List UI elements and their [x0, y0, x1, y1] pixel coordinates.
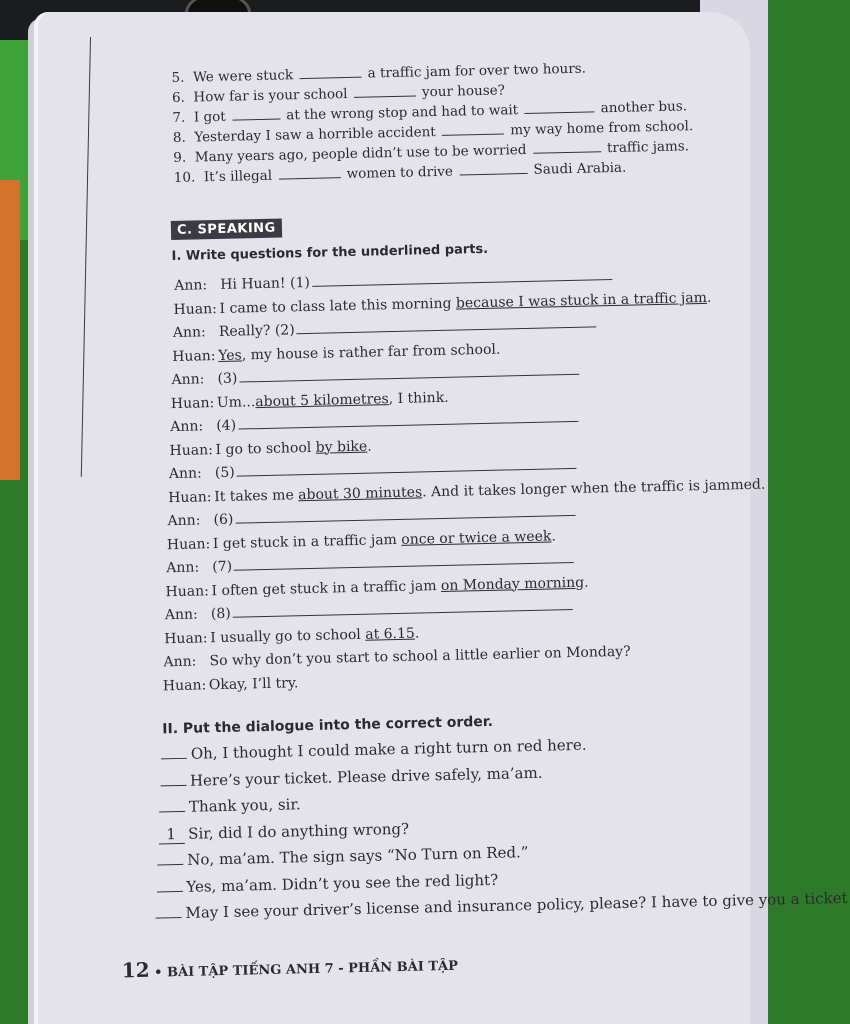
exercise-item-5: 5. We were stuck a traffic jam for over two hours.: [171, 60, 587, 86]
page-content: [38, 0, 848, 1024]
dialogue-text: .: [367, 438, 372, 455]
exercise-item-6: 6. How far is your school your house?: [171, 82, 506, 106]
dialogue-line: [163, 674, 299, 695]
dialogue-text: .: [551, 527, 556, 544]
underlined-part: at 6.15: [365, 625, 416, 643]
dialogue-text: (4): [216, 417, 237, 435]
speaker-label: Ann:: [167, 512, 201, 530]
speaker-label: Ann:: [172, 324, 206, 342]
section-heading-speaking: C. SPEAKING: [171, 219, 282, 241]
dialogue-line: [170, 409, 580, 436]
dialogue-text: Really? (2): [218, 322, 295, 340]
underlined-part: once or twice a week: [401, 527, 552, 548]
workbook-page: [38, 12, 848, 1024]
book-title: BÀI TẬP TIẾNG ANH 7 - PHẦN BÀI TẬP: [166, 958, 459, 981]
dialogue-text: I came to class late this morning: [219, 295, 457, 317]
dialogue-line: [165, 573, 588, 601]
underlined-part: Yes: [218, 346, 242, 364]
dialogue-text: . And it takes longer when the traffic is jammed.: [421, 476, 766, 500]
order-number-blank[interactable]: [156, 890, 182, 892]
underlined-part: about 30 minutes: [298, 483, 423, 503]
dialogue-text: I often get stuck in a traffic jam: [211, 577, 442, 599]
speaker-label: Ann:: [174, 277, 208, 294]
answer-blank[interactable]: [533, 139, 601, 154]
order-item: [159, 795, 301, 816]
underlined-part: by bike: [315, 438, 368, 456]
dialogue-text: Um...: [216, 393, 256, 411]
dialogue-line: [172, 340, 500, 365]
part2-title: II. Put the dialogue into the correct order.: [162, 713, 494, 738]
dialogue-line: [174, 267, 614, 295]
order-text: Yes, ma’am. Didn’t you see the red light?: [186, 870, 499, 896]
underlined-part: on Monday morning: [440, 574, 585, 594]
speaker-label: Ann:: [170, 418, 204, 436]
dialogue-line: [167, 503, 577, 530]
dialogue-text: .: [706, 289, 712, 306]
order-text: Oh, I thought I could make a right turn on red here.: [190, 735, 587, 763]
question-blank[interactable]: [234, 550, 574, 571]
exercise-item-7: 7. I got at the wrong stop and had to wait another bus.: [172, 98, 688, 126]
dialogue-text: (8): [210, 605, 231, 623]
speaker-label: Ann:: [164, 606, 198, 624]
dialogue-line: [169, 456, 579, 483]
dialogue-text: I go to school: [215, 439, 316, 458]
dialogue-line: [169, 437, 371, 460]
underlined-part: about 5 kilometres: [255, 390, 389, 410]
dialogue-text: (6): [213, 511, 234, 529]
dialogue-line: [165, 597, 575, 624]
order-number-blank[interactable]: [157, 864, 183, 866]
order-item: [156, 870, 498, 896]
dialogue-line: [171, 362, 581, 389]
order-item: [158, 819, 409, 844]
page-number: 12: [121, 957, 150, 983]
dialogue-text: (5): [214, 464, 235, 482]
answer-blank[interactable]: [459, 161, 527, 176]
order-number-blank[interactable]: [161, 758, 187, 760]
dialogue-text: (3): [217, 370, 238, 388]
dialogue-text: I usually go to school: [210, 626, 366, 646]
answer-blank[interactable]: [232, 107, 280, 121]
question-blank[interactable]: [238, 409, 578, 430]
underlined-part: because I was stuck in a traffic jam: [455, 289, 708, 312]
speaker-label: Huan:: [173, 300, 218, 318]
speaker-label: Huan:: [170, 394, 215, 412]
exercise-item-8: 8. Yesterday I saw a horrible accident my way home from school.: [172, 118, 694, 146]
speaker-label: Ann:: [166, 559, 200, 577]
speaker-label: Huan:: [164, 629, 208, 647]
exercise-item-10: 10. It’s illegal women to drive Saudi Arabia.: [173, 159, 627, 186]
dialogue-text: Okay, I’ll try.: [208, 674, 299, 693]
dialogue-line: [167, 527, 556, 554]
dialogue-line: [164, 624, 419, 648]
dialogue-text: , I think.: [388, 389, 449, 407]
order-item: [155, 889, 847, 923]
exercise-item-9: 9. Many years ago, people didn’t use to be worried traffic jams.: [173, 138, 690, 166]
dialogue-text: (7): [212, 558, 233, 576]
order-number-blank[interactable]: [159, 811, 185, 813]
order-number-blank[interactable]: [156, 917, 182, 919]
dialogue-line: [171, 388, 449, 412]
answer-blank[interactable]: [299, 65, 361, 79]
speaker-label: Huan:: [172, 347, 216, 365]
dialogue-text: I get stuck in a traffic jam: [212, 531, 402, 552]
dialogue-text: , my house is rather far from school.: [241, 341, 501, 363]
order-text: May I see your driver’s license and insurance policy, please? I have to give you a ticket: [185, 888, 848, 922]
speaker-label: Huan:: [168, 488, 212, 506]
dialogue-text: So why don’t you start to school a little earlier on Monday?: [209, 643, 631, 670]
order-text: No, ma’am. The sign says “No Turn on Red.”: [187, 843, 529, 869]
dialogue-text: It takes me: [214, 486, 299, 505]
speaker-label: Huan:: [162, 676, 207, 694]
question-blank[interactable]: [233, 597, 573, 618]
order-text: Thank you, sir.: [188, 795, 301, 816]
speaker-label: Huan:: [165, 582, 210, 600]
dialogue-line: [163, 643, 630, 672]
question-blank[interactable]: [297, 314, 597, 334]
question-blank[interactable]: [235, 503, 575, 524]
order-item: [160, 763, 543, 790]
page-footer: 12 • BÀI TẬP TIẾNG ANH 7 - PHẦN BÀI TẬP: [121, 957, 459, 983]
question-blank[interactable]: [239, 362, 579, 383]
answer-blank[interactable]: [278, 165, 340, 179]
speaker-label: Huan:: [166, 535, 211, 553]
order-number-blank[interactable]: [160, 784, 186, 786]
question-blank[interactable]: [237, 456, 577, 477]
order-number-blank[interactable]: 1: [158, 824, 184, 844]
desk-edge: [0, 180, 20, 480]
dialogue-text: .: [414, 625, 420, 642]
dialogue-line: [166, 550, 576, 577]
dialogue-text: Hi Huan! (1): [220, 274, 311, 293]
speaker-label: Ann:: [163, 653, 197, 671]
dialogue-line: [173, 314, 599, 342]
speaker-label: Huan:: [169, 441, 214, 459]
order-text: Sir, did I do anything wrong?: [187, 819, 410, 843]
answer-blank[interactable]: [524, 99, 594, 114]
part1-title: I. Write questions for the underlined parts.: [171, 241, 489, 265]
order-item: [161, 736, 587, 764]
answer-blank[interactable]: [442, 121, 504, 135]
order-text: Here’s your ticket. Please drive safely, ma’am.: [189, 763, 543, 790]
speaker-label: Ann:: [171, 371, 205, 389]
dialogue-text: .: [583, 574, 589, 591]
speaker-label: Ann:: [168, 465, 202, 483]
question-blank[interactable]: [312, 267, 612, 287]
order-item: [157, 843, 529, 869]
answer-blank[interactable]: [354, 83, 416, 97]
